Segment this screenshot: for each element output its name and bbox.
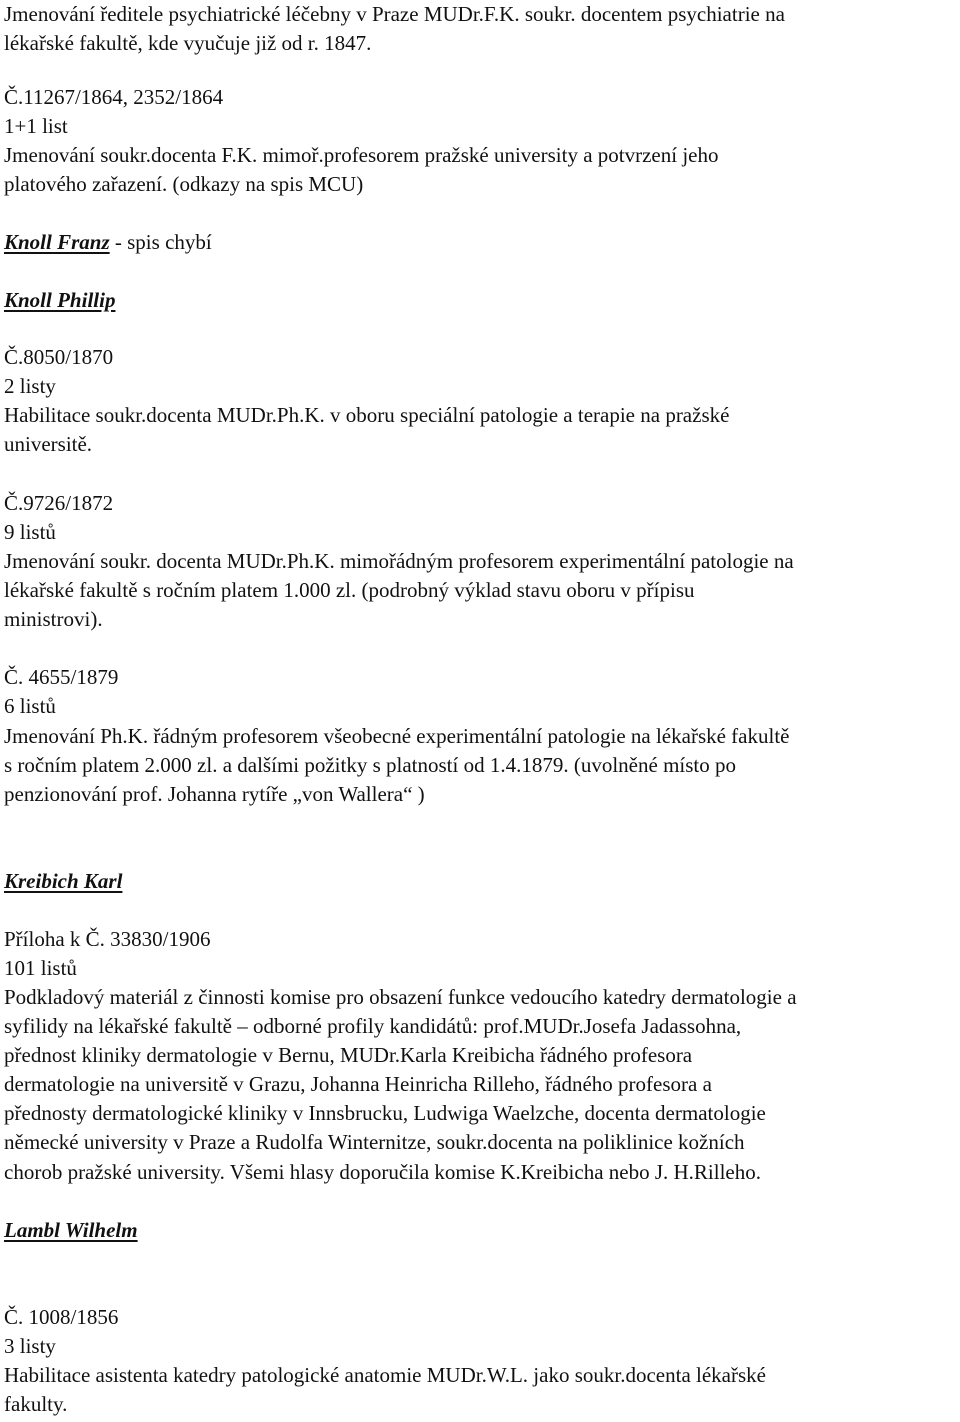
text-line: 3 listy — [4, 1334, 56, 1358]
person-heading-knoll-phillip: Knoll Phillip — [4, 288, 116, 312]
person-heading-lambl-wilhelm: Lambl Wilhelm — [4, 1218, 138, 1242]
text-line: přednosty dermatologické kliniky v Innsbrucku, Ludwiga Waelzche, docenta dermatologie — [4, 1101, 766, 1125]
text-line: universitě. — [4, 432, 93, 456]
text-line: německé university v Praze a Rudolfa Winternitze, soukr.docenta na poliklinice kožních — [4, 1130, 745, 1154]
text-line: Č.9726/1872 — [4, 491, 114, 515]
text-line: 2 listy — [4, 374, 56, 398]
text-line: 6 listů — [4, 694, 56, 718]
person-heading-knoll-franz — [4, 228, 212, 257]
text-line: penzionování prof. Johanna rytíře „von Wallera“ ) — [4, 782, 425, 806]
text-line: 101 listů — [4, 956, 77, 980]
text-line: 9 listů — [4, 520, 56, 544]
text-line: syfilidy na lékařské fakultě – odborné profily kandidátů: prof.MUDr.Josefa Jadassohna, — [4, 1014, 742, 1038]
text-line: dermatologie na universitě v Grazu, Johanna Heinricha Rilleho, řádného profesora a — [4, 1072, 712, 1096]
text-line: chorob pražské university. Všemi hlasy doporučila komise K.Kreibicha nebo J. H.Rilleho. — [4, 1160, 762, 1184]
text-line: Habilitace soukr.docenta MUDr.Ph.K. v oboru speciální patologie a terapie na pražské — [4, 403, 730, 427]
person-heading-kreibich-karl: Kreibich Karl — [4, 869, 123, 893]
text-line: Podkladový materiál z činnosti komise pro obsazení funkce vedoucího katedry dermatologie a — [4, 985, 797, 1009]
text-line: Jmenování Ph.K. řádným profesorem všeobecné experimentální patologie na lékařské fakultě — [4, 724, 790, 748]
text-line: lékařské fakultě s ročním platem 1.000 zl. (podrobný výklad stavu oboru v přípisu — [4, 578, 695, 602]
heading-note: - spis chybí — [109, 230, 212, 254]
text-line: Jmenování ředitele psychiatrické léčebny v Praze MUDr.F.K. soukr. docentem psychiatrie na — [4, 2, 785, 26]
text-line: platového zařazení. (odkazy na spis MCU) — [4, 172, 364, 196]
text-line: Č.8050/1870 — [4, 345, 114, 369]
text-line: Habilitace asistenta katedry patologické anatomie MUDr.W.L. jako soukr.docenta lékařské — [4, 1363, 766, 1387]
text-line: ministrovi). — [4, 607, 103, 631]
text-line: 1+1 list — [4, 114, 68, 138]
text-line: Jmenování soukr. docenta MUDr.Ph.K. mimořádným profesorem experimentální patologie na — [4, 549, 794, 573]
text-line: lékařské fakultě, kde vyučuje již od r. 1847. — [4, 31, 372, 55]
text-line: přednost kliniky dermatologie v Bernu, MUDr.Karla Kreibicha řádného profesora — [4, 1043, 693, 1067]
text-line: Jmenování soukr.docenta F.K. mimoř.profesorem pražské university a potvrzení jeho — [4, 143, 719, 167]
text-line: Příloha k Č. 33830/1906 — [4, 927, 211, 951]
heading-name: Knoll Franz — [4, 230, 110, 254]
text-line: Č. 1008/1856 — [4, 1305, 119, 1329]
text-line: s ročním platem 2.000 zl. a dalšími požitky s platností od 1.4.1879. (uvolněné místo po — [4, 753, 736, 777]
text-line: fakulty. — [4, 1392, 68, 1416]
text-line: Č.11267/1864, 2352/1864 — [4, 85, 224, 109]
text-line: Č. 4655/1879 — [4, 665, 119, 689]
